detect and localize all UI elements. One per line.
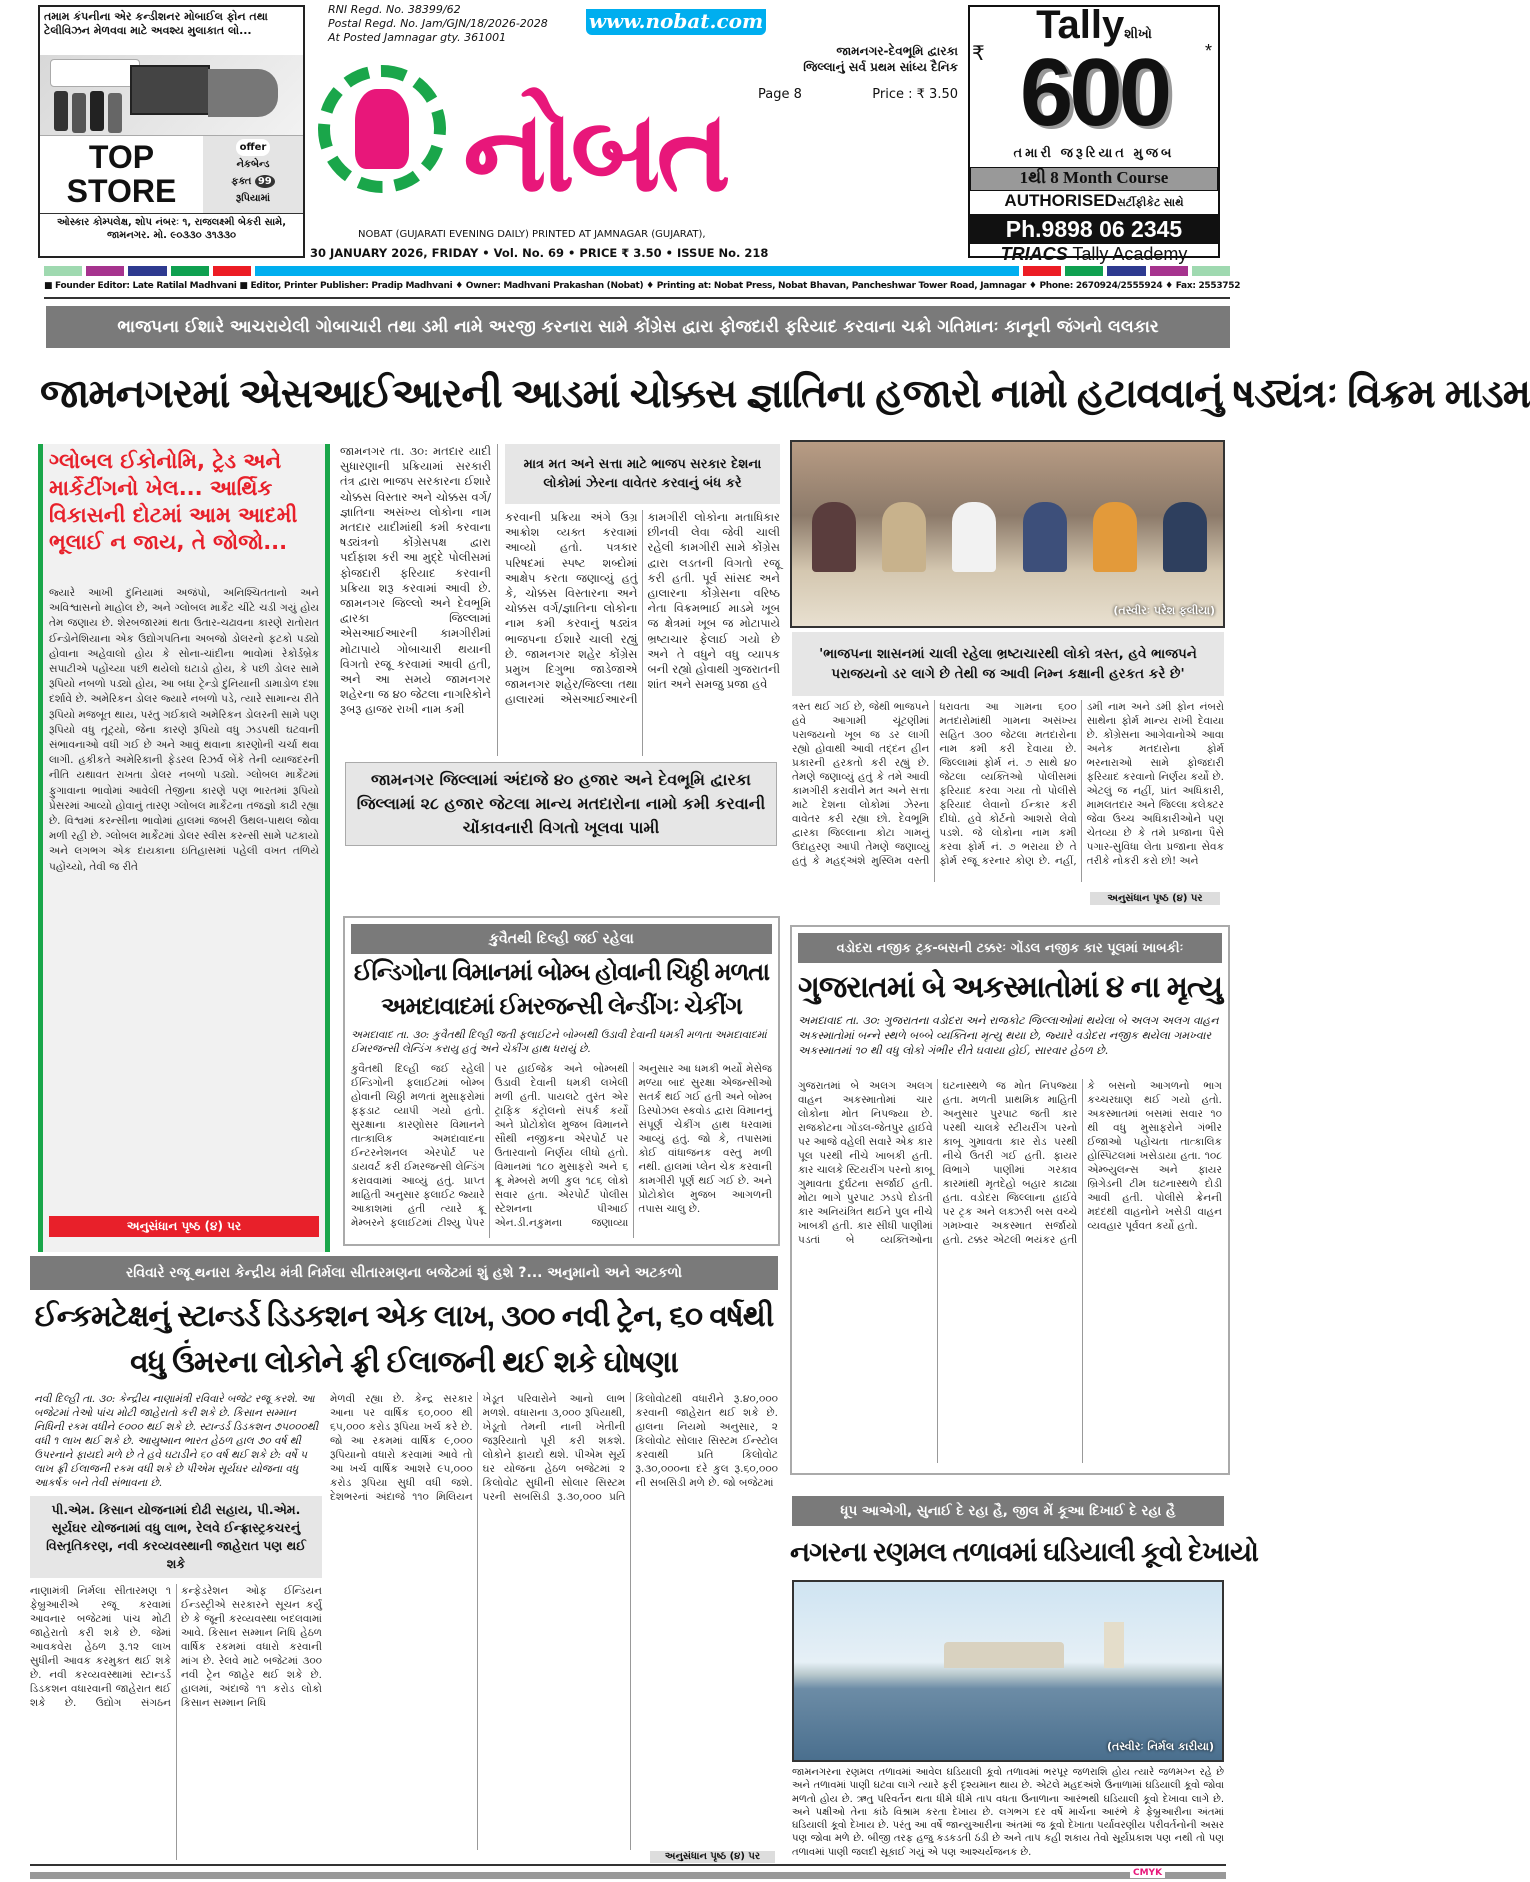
indigo-headline: ઈન્ડિગોના વિમાનમાં બોમ્બ હોવાની ચિઠ્ઠી મળતા અમદાવાદમાં ઈમરજન્સી લેન્ડીંગઃ ચેકીંગ (353, 959, 770, 1020)
well-headline: નગરના રણમલ તળાવમાં ઘડિયાલી કૂવો દેખાયો (790, 1537, 1258, 1567)
accident-story (790, 925, 1230, 1475)
accident-headline: ગુજરાતમાં બે અકસ્માતોમાં ૪ ના મૃત્યુ (798, 971, 1223, 1004)
color-swatch (1107, 266, 1145, 276)
accident-lead: અમદાવાદ તા. ૩૦: ગુજરાતના વડોદરા અને રાજકોટ જિલ્લાઓમાં થયેલા બે અલગ અલગ વાહન અકસ્માતોમાં બન્ને સ્થળે બબ્બે વ્યક્તિના મૃત્યુ થયા છે, જ્યારે વડોદરા નજીક થયેલા ગમખ્વાર અકસ્માતમાં ૧૦ થી વધુ લોકો ગંભીર રીતે ઘવાયા હોઈ, સારવાર હેઠળ છે. (798, 1014, 1219, 1057)
masthead (310, 3, 958, 263)
tagline-region: જામનગર-દેવભૂમિ દ્વારકા (836, 44, 958, 58)
tally-title-suffix: શીખો (1124, 26, 1152, 41)
color-swatch (255, 266, 1019, 276)
nobat-logo-emblem (318, 65, 446, 193)
color-swatch (1150, 266, 1188, 276)
triacs-brand: TRIACS (1000, 244, 1068, 264)
lead-story-body-3: ત્રસ્ત થઈ ગઈ છે, જેથી ભાજપને હવે આગામી ચૂંટણીમાં પરાજયનો ખૂબ જ ડર લાગી રહ્યો હોવાથી આવી તદ્દન હીન પ્રકારની હરકતો કરી રહ્યું છે. તેમણે જણાવ્યું હતું કે તમે આવી કામગીરી કરાવીને મત અને સત્તા માટે દેશના લોકોમાં ઝેરના વાવેતર કરી રહ્યા છો. દેવભૂમિ દ્વારકા જિલ્લાના કોટા ગામનું ઉદાહરણ આપી તેમણે જણાવ્યું હતું કે મહદ્અંશે મુસ્લિમ વસ્તી ધરાવતા આ ગામના ૬૦૦ મતદારોમાંથી ગામના અસંખ્ય સહિત ૩૦૦ જેટલા મતદારોના નામ કમી કરી દેવાયા છે. જિલ્લામાં ફોર્મ નં. ૭ સાથે ૪૦ જેટલા વ્યક્તિઓ પોલીસમાં ફરિયાદ કરવા ગયા તો પોલીસે ફરિયાદ લેવાનો ઈન્કાર કરી દીધો. હવે કોર્ટનો આશરો લેવો પડશે. જે લોકોના નામ કમી કરવા ફોર્મ નં. ૭ ભરાયા છે તે ફોર્મ રજૂ કરનાર કોણ છે. નહીં, ડમી નામ અને ડમી ફોન નંબરો સાથેના ફોર્મ માન્ય રાખી દેવાયા છે. કોંગ્રેસના આગેવાનોએ આવા અનેક મતદારોના ફોર્મ ભરનારાઓ સામે ફોજદારી ફરિયાદ કરવાનો નિર્ણય કર્યો છે. એટલું જ નહીં, પ્રાંત અધિકારી, મામલતદાર અને જિલ્લા કલેક્ટર જેવા ઉચ્ચ અધિકારીઓને પણ ચેતવ્યા છે કે તમે પ્રજાના પૈસે પગાર-સુવિધા લેતા પ્રજાના સેવક તરીકે નોકરી કરો છો! અને (792, 701, 1224, 867)
color-swatch (1065, 266, 1103, 276)
color-swatch (86, 266, 124, 276)
rni-number: RNI Regd. No. 38399/62 (328, 3, 461, 16)
cmyk-strip (30, 1872, 1226, 1879)
well-kicker: ધૂપ આએગી, સુનાઈ દે રહા હૈ, જીલ મેં કૂઆ દિખાઈ દે રહા હૈ (792, 1496, 1224, 1526)
top-store-ad[interactable] (38, 5, 305, 258)
price-label: Price : ₹ 3.50 (872, 87, 958, 102)
imprint-line: ■ Founder Editor: Late Ratilal Madhvani ■ Editor, Printer Publisher: Pradip Madhvani ♦ Owner: Madhvani Prakashan (Nobat) ♦ Printing at: Nobat Press, Nobat Bhavan, Pancheshwar Tower Road, Jamnagar ♦ Phone: 2670924/2555924 ♦ Fax: 2553752 (44, 281, 1241, 291)
main-headline: જામનગરમાં એસઆઈઆરની આડમાં ચોક્કસ જ્ઞાતિના હજારો નામો હટાવવાનું ષડ્યંત્રઃ વિક્રમ માડમ (40, 372, 1530, 416)
course-duration: 1થી 8 Month Course (970, 167, 1218, 191)
indigo-story (343, 916, 780, 1246)
ranmal-lake-photo (792, 1580, 1224, 1762)
lead-highlight-box: જામનગર જિલ્લામાં અંદાજે ૪૦ હજાર અને દેવભૂમિ દ્વારકા જિલ્લામાં ૨૮ હજાર જેટલા માન્ય મતદારોના નામો કમી કરવાની ચોંકાવનારી વિગતો ખૂલવા પામી (345, 762, 777, 846)
color-swatch (44, 266, 82, 276)
ad-offer-text: ફક્ત (231, 176, 252, 187)
color-bar (44, 266, 1230, 276)
indigo-body: કુવૈતથી દિલ્હી જઈ રહેલી ઈન્ડિગોની ફલાઈટમાં બોમ્બ હોવાની ચિઠ્ઠી મળતાં મુસાફરોમાં ફફડાટ વ્યાપી ગયો હતો. સુરક્ષાના કારણોસર વિમાનને તાત્કાલિક અમદાવાદના ઈન્ટરનેશનલ એરપોર્ટ પર ડાયવર્ટ કરી ઈમરજન્સી લેન્ડિંગ કરાવવામાં આવ્યું હતું. પ્રાપ્ત માહિતી અનુસાર ફલાઈટ જ્યારે આકાશમાં હતી ત્યારે ક્રૂ મેમ્બરને ફલાઈટમાં ટીશ્યુ પેપર પર હાઈજેક અને બોમ્બથી ઉડાવી દેવાની ધમકી લખેલી મળી હતી. પાયલટે તુરંત એર ટ્રાફિક કંટ્રોલનો સંપર્ક કર્યો અને પ્રોટોકોલ મુજબ વિમાનને સૌથી નજીકના એરપોર્ટ પર ઉતારવાનો નિર્ણય લીધો હતો. વિમાનમાં ૧૮૦ મુસાફરો અને ૬ ક્રૂ મેમ્બરો મળી કુલ ૧૮૬ લોકો સવાર હતા. એરપોર્ટ પોલીસ સ્ટેશનના પીઆઈ એન.ડી.નકુમના જણાવ્યા અનુસાર આ ધમકી ભર્યો મેસેજ મળ્યા બાદ સુરક્ષા એજન્સીઓ સતર્ક થઈ ગઈ હતી અને બોમ્બ ડિસ્પોઝલ સ્કવોડ દ્વારા વિમાનનું સંપૂર્ણ ચેકીંગ હાથ ધરવામાં આવ્યું હતું. જો કે, તપાસમાં કોઈ વાંધાજનક વસ્તુ મળી નથી. હાલમાં પ્લેન ચેક કરવાની કામગીરી પૂર્ણ થઈ ગઈ છે. અને પ્રોટોકોલ મુજબ આગળની તપાસ ચાલુ છે. (351, 1063, 772, 1229)
website-link[interactable]: www.nobat.com (586, 9, 766, 35)
ad-tagline: તમામ કંપનીના એર કન્ડીશનર મોબાઈલ ફોન તથા ટેલીવિઝન મેળવવા માટે અવશ્ય મુલાકાત લો... (44, 10, 268, 37)
cmyk-label: CMYK (1130, 1868, 1165, 1878)
postal-number: Postal Regd. No. Jam/GJN/18/2026-2028 (328, 17, 548, 30)
authorised-label: AUTHORISED (1004, 191, 1117, 210)
budget-continued-link[interactable]: અનુસંધાન પૃષ્ઠ (૪) પર (650, 1851, 775, 1863)
editorial-headline: ગ્લોબલ ઈકોનોમિ, ટ્રેડ અને માર્કેટીંગનો ખેલ... આર્થિક વિકાસની દોટમાં આમ આદમી ભૂલાઈ ન જાય, તે જોજો... (49, 449, 298, 554)
dateline: 30 JANUARY 2026, FRIDAY • Vol. No. 69 • PRICE ₹ 3.50 • ISSUE No. 218 (310, 246, 769, 260)
color-swatch (213, 266, 251, 276)
accident-body: ગુજરાતમાં બે અલગ અલગ વાહન અકસ્માતોમાં ચાર લોકોના મોત નિપજ્યા છે. રાજકોટના ગોંડલ-જેતપુર હાઈવે પર આજે વહેલી સવારે એક કાર પૂલ પરથી નીચે ખાબકી હતી. કાર ચાલકે સ્ટિયરીંગ પરનો કાબૂ ગુમાવતા દુર્ઘટના સર્જાઈ હતી. મોટા ભાગે પુરપાટ ઝડપે દોડતી કાર અનિયંત્રિત થઈને પુલ નીચે ખાબકી હતી. કાર સીધી પાણીમાં પડતાં બે વ્યક્તિઓના ઘટનાસ્થળે જ મોત નિપજ્યા હતા. મળતી પ્રાથમિક માહિતી અનુસાર પુરપાટ જતી કાર પરથી ચાલકે સ્ટીયરીંગ પરનો કાબૂ ગુમાવતા કાર રોડ પરથી નીચે ઉતરી ગઈ હતી. ફાયર વિભાગે પાણીમાં ગરકાવ કારમાંથી મૃતદેહો બહાર કાઢ્યા હતા. વડોદરા જિલ્લાના હાઈવે પર ટ્રક અને લક્ઝરી બસ વચ્ચે ગમખ્વાર અકસ્માત સર્જાયો હતો. ટક્કર એટલી ભયંકર હતી કે બસનો આગળનો ભાગ કચ્ચરઘાણ થઈ ગયો હતો. અકસ્માતમાં બસમાં સવાર ૧૦ થી વધુ મુસાફરોને ગંભીર ઈજાઓ પહોંચતા તાત્કાલિક હોસ્પિટલમાં ખસેડાયા હતા. ૧૦૮ એમ્બ્યુલન્સ અને ફાયર બ્રિગેડની ટીમ ઘટનાસ્થળે દોડી આવી હતી. પોલીસે ક્રેનની મદદથી વાહનોને ખસેડી વાહન વ્યવહાર પૂર્વવત કર્યો હતો. (798, 1080, 1222, 1246)
nobat-logo: નોબત (463, 87, 727, 217)
phone-number: Ph.9898 06 2345 (970, 215, 1218, 244)
printed-at: NOBAT (GUJARATI EVENING DAILY) PRINTED AT JAMNAGAR (GUJARAT), (358, 229, 706, 240)
tagline-daily: જિલ્લાનું સર્વ પ્રથમ સાંધ્ય દૈનિક (803, 60, 958, 74)
ad-product-image (40, 55, 303, 135)
budget-body-left: નાણામંત્રી નિર્મલા સીતારમણ ૧ ફેબ્રુઆરીએ રજૂ કરવામાં આવનાર બજેટમાં પાંચ મોટી જાહેરાતો કરી શકે છે. જેમાં આવકવેરા હેઠળ રૂ.૧૨ લાખ સુધીની આવક કરમુક્ત થઈ શકે છે. નવી કરવ્યવસ્થામાં સ્ટાન્ડર્ડ ડિડકશન વધારવાની જાહેરાત થઈ શકે છે. ઉદ્યોગ સંગઠન કન્ફેડરેશન ઓફ ઈન્ડિયન ઈન્ડસ્ટ્રીએ સરકારને સૂચન કર્યું છે કે જૂની કરવ્યવસ્થા બદલવામાં આવે. કિસાન સમ્માન નિધિ હેઠળ વાર્ષિક રકમમાં વધારો કરવાની માંગ છે. રેલવે માટે બજેટમાં ૩૦૦ નવી ટ્રેન જાહેર થઈ શકે છે. હાલમાં, અંદાજે ૧૧ કરોડ લોકો કિસાન સમ્માન નિધિ (30, 1585, 322, 1709)
ad-brand-store: STORE (66, 173, 177, 209)
budget-kicker: રવિવારે રજૂ થનારા કેન્દ્રીય મંત્રી નિર્મલા સીતારમણના બજેટમાં શું હશે ?... અનુમાનો અને અટકળો (30, 1256, 778, 1290)
well-body: જામનગરના રણમલ તળાવમાં આવેલ ઘડિયાલી કૂવો તળાવમાં ભરપૂર જળરાશિ હોય ત્યારે જળમગ્ન રહે છે અને તળાવમાં પાણી ઘટવા લાગે ત્યારે ફરી દૃશ્યમાન થાય છે. એટલે મહદઅંશે ઉનાળામાં ઘડિયાલી કૂવો જોવા મળતો હોય છે. ઋતુ પરિવર્તન થતા ધીમે ધીમે તાપ વધતા ઉનાળાના આરંભથી ઘડિયાલી કૂવો દેખાવા લાગે છે. અને પક્ષીઓ તેના કાંઠે વિશ્રામ કરતા દેખાય છે. લગભગ દર વર્ષે માર્ચના આરંભે કે ફેબ્રુઆરીના અંતમાં ઘડિયાલી કૂવો દેખાય છે. પરંતુ આ વર્ષે જાન્યુઆરીના અંતમાં જ કૂવો દેખાતા પર્યાવરણીય પરીવર્તનોની અસર પણ જોવા મળે છે. બીજી તરફ હજુ કડકડતી ઠંડી છે અને તાપ કહી શકાય તેવો સૂર્યપ્રકાશ પણ નથી તો પણ તળાવમાં પાણી જલદી સૂકાઈ ગયું એ પણ આશ્ચર્યજનક છે. (792, 1767, 1224, 1858)
ad-offer-label: offer (236, 139, 271, 156)
lead-quote: 'ભાજપના શાસનમાં ચાલી રહેલા ભ્રષ્ટાચારથી લોકો ત્રસ્ત, હવે ભાજપને પરાજયનો ડર લાગે છે તેથી જ આવી નિમ્ન કક્ષાની હરકત કરે છે' (792, 632, 1224, 696)
ad-offer-price: 99 (255, 175, 275, 188)
academy-name: Tally Academy (1072, 244, 1188, 264)
tally-subtitle: તમારી જરૂરિયાત મુજબ (1013, 145, 1175, 160)
editorial-box (38, 444, 330, 1252)
lead-subhead: માત્ર મત અને સત્તા માટે ભાજપ સરકાર દેશના લોકોમાં ઝેરના વાવેતર કરવાનું બંધ કરે (505, 444, 780, 504)
lead-story-body-2: કરવાની પ્રક્રિયા અંગે ઉગ્ર આક્રોશ વ્યક્ત કરવામાં આવ્યો હતો. પત્રકાર પરિષદમાં સ્પષ્ટ શબ્દોમાં આક્ષેપ કરતા જણાવ્યું હતું કે, ચોક્કસ વિસ્તારના અને ચોક્કસ વર્ગ/જ્ઞાતિના લોકોના નામ કમી કરવાનું ષડ્યંત્ર ભાજપના ઈશારે ચાલી રહ્યું છે. જામનગર શહેર કોંગ્રેસ પ્રમુખ દિગુભા જાડેજાએ જામનગર શહેર/જિલ્લા તથા હાલારમાં એસઆઈઆરની કામગીરી લોકોના મતાધિકાર છીનવી લેવા જેવી ચાલી રહેલી કામગીરી સામે કોંગ્રેસ દ્વારા લડતની વિગતો રજૂ કરી હતી. પૂર્વ સાંસદ અને હાલારના કોંગ્રેસના વરિષ્ઠ નેતા વિક્રમભાઈ માડમે ખૂબ જ ક્ષેત્રમાં ખૂબ જ મોટાપાયે ભ્રષ્ટાચાર ફેલાઈ ગયો છે અને તે વધુને વધુ વ્યાપક બની રહ્યો હોવાથી ગુજરાતની શાંત અને સમજુ પ્રજા હવે (505, 510, 780, 707)
accident-kicker: વડોદરા નજીક ટ્રક-બસની ટક્કરઃ ગોંડલ નજીક કાર પૂલમાં ખાબકીઃ (798, 933, 1222, 963)
footer-rule (30, 1864, 1226, 1866)
top-banner: ભાજપના ઈશારે આચરાયેલી ગોબાચારી તથા ડમી નામે અરજી કરનારા સામે કોંગ્રેસ દ્વારા ફોજદારી ફરિયાદ કરવાના ચક્રો ગતિમાનઃ કાનૂની જંગનો લલકાર (46, 306, 1230, 348)
lead-continued-link[interactable]: અનુસંધાન પૃષ્ઠ (૪) પર (1090, 892, 1220, 905)
tally-academy-ad[interactable] (968, 3, 1220, 264)
rupee-symbol: ₹ (972, 43, 985, 65)
color-swatch (1192, 266, 1230, 276)
tally-price: 600 (1019, 39, 1169, 146)
rule (44, 297, 1230, 299)
color-swatch (128, 266, 166, 276)
asterisk: * (1204, 41, 1212, 61)
budget-body-right: મેળવી રહ્યા છે. કેન્દ્ર સરકાર આના પર વાર્ષિક ૬૦,૦૦૦ થી ૬૫,૦૦૦ કરોડ રૂપિયા ખર્ચ કરે છે. જો આ રકમમાં વાર્ષિક ૯,૦૦૦ રૂપિયાનો વધારો કરવામાં આવે તો આ ખર્ચ વાર્ષિક આશરે ૯૫,૦૦૦ કરોડ રૂપિયા સુધી વધી જશે. દેશભરનાં અંદાજે ૧૧૦ મિલિયન ખેડૂત પરિવારોને આનો લાભ મળશે. વધારાના ૩,૦૦૦ રૂપિયાથી, ખેડૂતો તેમની નાની ખેતીની જરૂરિયાતો પૂરી કરી શકશે. લોકોને ફાયદો થશે. પીએમ સૂર્ય ઘર યોજના હેઠળ બજેટમાં ૨ કિલોવોટ સુધીની સોલાર સિસ્ટમ પરની સબસિડી રૂ.૩૦,૦૦૦ પ્રતિ કિલોવોટથી વધારીને રૂ.૪૦,૦૦૦ કરવાની જાહેરાત થઈ શકે છે. હાલના નિયમો અનુસાર, ૨ કિલોવોટ સોલાર સિસ્ટમ ઈન્સ્ટોલ કરવાથી પ્રતિ કિલોવોટ રૂ.૩૦,૦૦૦ના દરે કુલ રૂ.૬૦,૦૦૦ ની સબસિડી મળે છે. જો બજેટમાં (330, 1393, 778, 1503)
certificate-label: સર્ટીફીકેટ સાથે (1116, 197, 1184, 209)
ad-address: ઓસ્કાર કોમ્પલેક્ષ, શોપ નંબરઃ ૧, રાજલક્ષ્મી બેકરી સામે, જામનગર. મો. ૯૦૩૩૦ ૩૧૩૩૦ (40, 213, 303, 244)
continued-link[interactable]: અનુસંધાન પૃષ્ઠ (૪) પર (49, 1216, 319, 1237)
posted-at: At Posted Jamnagar gty. 361001 (328, 31, 507, 44)
color-swatch (171, 266, 209, 276)
press-conference-photo (790, 440, 1225, 628)
ad-offer-text: રૂપિયામાં (235, 193, 271, 204)
indigo-kicker: કુવૈતથી દિલ્હી જઈ રહેલા (351, 924, 772, 954)
budget-headline: ઈન્કમટેક્ષનું સ્ટાન્ડર્ડ ડિડકશન એક લાખ, ૩૦૦ નવી ટ્રેન, ૬૦ વર્ષથી વધુ ઉંમરના લોકોને ફ્રી ઈલાજની થઈ શકે ઘોષણા (34, 1300, 774, 1379)
lead-story-body: જામનગર તા. ૩૦: મતદાર યાદી સુધારણાની પ્રક્રિયામાં સરકારી તંત્ર દ્વારા ભાજપ સરકારના ઈશારે ચોક્કસ વિસ્તાર અને ચોક્કસ વર્ગ/જ્ઞાતિના અસંખ્ય લોકોના નામ મતદાર યાદીમાંથી કમી કરવાના ષડ્યંત્રનો કોંગ્રેસપક્ષ દ્વારા પર્દાફાશ કરી આ મુદ્દે પોલીસમાં ફોજદારી ફરિયાદ કરવાની પ્રક્રિયા શરૂ કરવામાં આવી છે. જામનગર જિલ્લો અને દેવભૂમિ દ્વારકા જિલ્લામાં એસઆઈઆરની કામગીરીમાં મોટાપાયે ગોબાચારી થયાની વિગતો રજૂ કરવામાં આવી હતી, અને આ સમયે જામનગર શહેરના જ ૪૦ જેટલા નાગરિકોને રૂબરૂ હાજર રાખી નામ કમી (340, 444, 498, 756)
tally-title: Tally (1036, 3, 1125, 47)
budget-highlight-box: પી.એમ. કિસાન યોજનામાં દોઢી સહાય, પી.એમ. સૂર્યઘર યોજનામાં વધુ લાભ, રેલવે ઈન્ફ્રાસ્ટ્રકચરનું વિસ્તૃતિકરણ, નવી કરવ્યવસ્થાની જાહેરાત પણ થઈ શકે (30, 1496, 322, 1578)
ad-brand-top: TOP (88, 139, 155, 175)
photo-credit: (તસ્વીરઃ નિર્મલ કારીયા) (1106, 1740, 1214, 1753)
page-number: Page 8 (758, 87, 802, 102)
budget-lead: નવી દિલ્હી તા. ૩૦: કેન્દ્રીય નાણામંત્રી રવિવારે બજેટ રજૂ કરશે. આ બજેટમાં તેઓ પાંચ મોટી જાહેરાતો કરી શકે છે. કિસાન સમ્માન નિધિની રકમ વધીને ૯૦૦૦ થઈ શકે છે. સ્ટાન્ડર્ડ ડિડકશન ૭૫૦૦૦થી વધી ૧ લાખ થઈ શકે છે. આયુષ્માન ભારત હેઠળ હાલ ૭૦ વર્ષ થી ઉપરનાને ફાયદો મળે છે તે હવે ઘટાડીને ૬૦ વર્ષ થઈ શકે છે: વર્ષે ૫ લાખ ફ્રી ઈલાજની રકમ વધી શકે છે પીએમ સૂર્યઘર યોજના વધુ આકર્ષક બને તેવી સંભાવના છે. (34, 1393, 319, 1489)
photo-credit: (તસ્વીરઃ પરેશ ફલીયા) (1113, 604, 1215, 617)
editorial-body: જ્યારે આખી દુનિયામાં અજંપો, અનિશ્ચિતતાનો અને અવિશ્વાસનો માહોલ છે, અને ગ્લોબલ માર્કેટ ચીંટે ચડી ગયું હોય તેમ જણાય છે. શેરબજારમાં થતા ઉતાર-ચઢાવના કારણે રાતોરાત ઈન્ડોનેશિયાના એક ઉદ્યોગપતિના અબજો ડોલરનો ફટકો પડ્યો હોવાના અહેવાલો હોય કે સોના-ચાંદીના ભાવોમાં રેકોર્ડબ્રેક સપાટીએ પહોંચ્યા પછી થયેલો ઘટાડો હોય, કે પછી ડોલર સામે રૂપિયો નબળો પડ્યો હોય, આ બધા ટ્રેન્ડો દુનિયાની ડામાડોળ દશા દર્શાવે છે. અમેરિકન ડોલર જ્યારે નબળો પડે, ત્યારે સામાન્ય રીતે રૂપિયો મજબૂત થાય, પરંતુ ગઈકાલે અમેરિકન ડોલરની સામે પણ રૂપિયો વધુ તૂટ્યો, જેના કારણે રૂપિયો વધુ ઝડપથી ઘટવાની સંભાવનાઓ વધી ગઈ છે અને આવું થવાના કારણોની ચર્ચા થવા લાગી. હકીકતે અમેરિકાની ફેડરલ રિઝર્વ બેંકે તેની વ્યાજદરની નીતિ યથાવત રાખતા ડોલર નબળો પડ્યો. ગ્લોબલ માર્કેટમાં ફુગાવાના ભાવોમાં આવેલી તેજીના કારણે પણ ભારતમાં રૂપિયો પ્રેસરમાં આવ્યો હોવાનું તારણ ગ્લોબલ માર્કેટના તજજ્ઞો કાઢી રહ્યા છે. વિશ્વમાં કરન્સીના ભાવોમાં હાલમાં જબરી ઉથલ-પાથલ જોવા મળી રહી છે. ગ્લોબલ માર્કેટમાં ડોલર સ્વીસ કરન્સી સામે પટકાયો અને લગભગ એક દાયકાના ઇતિહાસમાં પહેલી વખત તળિયે પહોંચ્યો, તેવી જ રીતે (49, 587, 319, 873)
indigo-lead: અમદાવાદ તા. ૩૦: કુવૈતથી દિલ્હી જતી ફલાઈટને બોમ્બથી ઉડાવી દેવાની ધમકી મળતા અમદાવાદમાં ઈમરજન્સી લેન્ડિંગ કરાયુ હતું અને ચેકીંગ હાથ ધરાયું છે. (351, 1029, 767, 1055)
color-swatch (1023, 266, 1061, 276)
ad-offer-text: નેકબેન્ડ (236, 159, 270, 170)
